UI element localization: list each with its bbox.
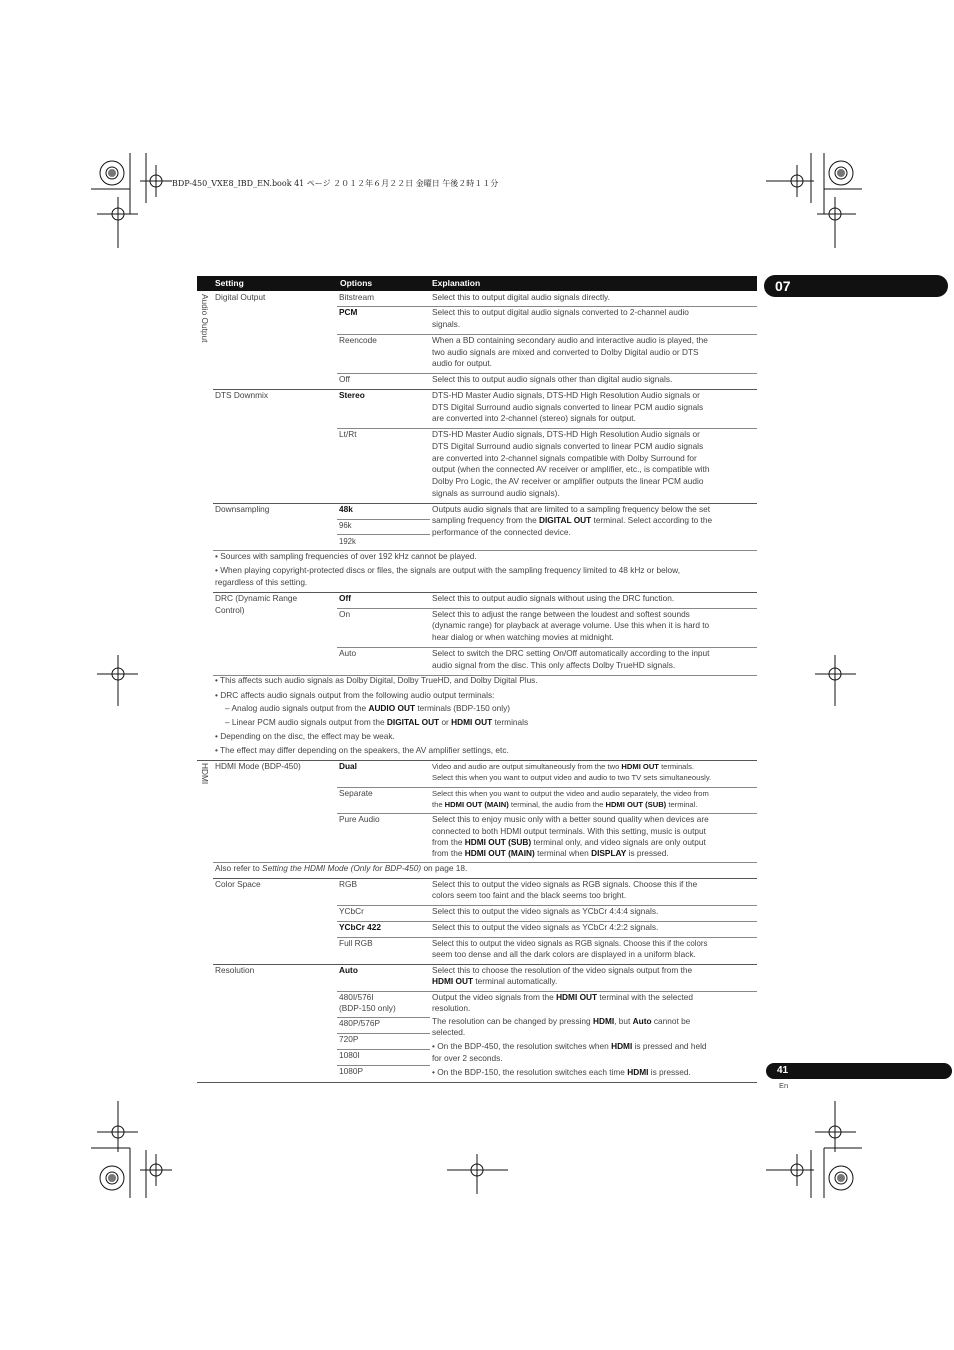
- side-caption-audio: Audio Output: [200, 294, 210, 343]
- option-pure-audio: Pure Audio: [339, 814, 380, 824]
- option-rgb: RGB: [339, 879, 357, 889]
- explanation-res-select-3: The resolution can be changed by pressing HDMI, but Auto cannot be: [432, 1016, 691, 1026]
- option-480i-2: (BDP-150 only): [339, 1003, 396, 1013]
- explanation-stereo-3: are converted into 2-channel (stereo) signals for output.: [432, 413, 636, 423]
- explanation-reencode-2: two audio signals are mixed and converted to Dolby Digital audio or DTS: [432, 347, 699, 357]
- explanation-downsampling-3: performance of the connected device.: [432, 527, 571, 537]
- explanation-pcm-1: Select this to output digital audio signals converted to 2-channel audio: [432, 307, 689, 317]
- page-number: 41: [777, 1065, 789, 1076]
- option-1080p: 1080P: [339, 1066, 363, 1076]
- explanation-drc-on-2: (dynamic range) for playback at average volume. Use this when it is hard to: [432, 620, 710, 630]
- setting-color-space: Color Space: [215, 879, 261, 889]
- option-ycbcr: YCbCr: [339, 906, 364, 916]
- option-stereo: Stereo: [339, 390, 365, 400]
- option-48k: 48k: [339, 504, 353, 514]
- note-downsampling-3: regardless of this setting.: [215, 577, 308, 587]
- note-drc-4: – Linear PCM audio signals output from the DIGITAL OUT or HDMI OUT terminals: [225, 717, 529, 727]
- option-res-auto: Auto: [339, 965, 358, 975]
- explanation-pure-2: connected to both HDMI output terminals. With this setting, music is output: [432, 826, 706, 836]
- option-drc-auto: Auto: [339, 648, 357, 658]
- option-dual: Dual: [339, 761, 357, 771]
- option-bitstream: Bitstream: [339, 292, 375, 302]
- setting-hdmi-mode: HDMI Mode (BDP-450): [215, 761, 301, 771]
- note-drc-2: • DRC affects audio signals output from the following audio output terminals:: [215, 690, 495, 700]
- header-options: Options: [340, 278, 373, 288]
- explanation-res-select-5: • On the BDP-450, the resolution switches when HDMI is pressed and held: [432, 1041, 707, 1051]
- print-slug: BDP-450_VXE8_IBD_EN.book 41 ページ ２０１２年６月２２日 金曜日 午後２時１１分: [172, 179, 499, 188]
- explanation-dual-2: Select this when you want to output video and audio to two TV sets simultaneously.: [432, 773, 712, 782]
- explanation-separate-1: Select this when you want to output the video and audio separately, the video from: [432, 789, 709, 798]
- setting-drc-2: Control): [215, 605, 245, 615]
- explanation-ltrt-6: signals as surround audio signals).: [432, 488, 560, 498]
- explanation-ltrt-5: Dolby Pro Logic, the AV receiver or amplifier outputs the linear PCM audio: [432, 476, 704, 486]
- option-720p: 720P: [339, 1034, 359, 1044]
- setting-dts-downmix: DTS Downmix: [215, 390, 269, 400]
- header-setting: Setting: [215, 278, 244, 288]
- option-reencode: Reencode: [339, 335, 377, 345]
- explanation-res-auto-2: HDMI OUT terminal automatically.: [432, 976, 558, 986]
- explanation-res-select-7: • On the BDP-150, the resolution switches each time HDMI is pressed.: [432, 1067, 691, 1077]
- setting-downsampling: Downsampling: [215, 504, 270, 514]
- explanation-ltrt-3: are converted into 2-channel signals compatible with Dolby Surround for: [432, 453, 697, 463]
- option-drc-on: On: [339, 609, 351, 619]
- explanation-downsampling-1: Outputs audio signals that are limited to a sampling frequency below the set: [432, 504, 711, 514]
- explanation-res-select-2: resolution.: [432, 1003, 471, 1013]
- explanation-reencode-1: When a BD containing secondary audio and interactive audio is played, the: [432, 335, 708, 345]
- chapter-tab: [764, 275, 948, 297]
- explanation-separate-2: the HDMI OUT (MAIN) terminal, the audio from the HDMI OUT (SUB) terminal.: [432, 800, 698, 809]
- explanation-stereo-2: DTS Digital Surround audio signals converted to linear PCM audio signals: [432, 402, 704, 412]
- note-hdmi-mode: Also refer to Setting the HDMI Mode (Only for BDP-450) on page 18.: [215, 863, 468, 873]
- explanation-downsampling-2: sampling frequency from the DIGITAL OUT terminal. Select according to the: [432, 515, 713, 525]
- explanation-res-auto-1: Select this to choose the resolution of the video signals output from the: [432, 965, 693, 975]
- explanation-pure-4: from the HDMI OUT (MAIN) terminal when DISPLAY is pressed.: [432, 848, 669, 858]
- option-separate: Separate: [339, 788, 373, 798]
- option-480p: 480P/576P: [339, 1018, 381, 1028]
- option-pcm: PCM: [339, 307, 358, 317]
- explanation-ycbcr: Select this to output the video signals as YCbCr 4:4:4 signals.: [432, 906, 659, 916]
- setting-resolution: Resolution: [215, 965, 255, 975]
- explanation-full-rgb-1: Select this to output the video signals as RGB signals. Choose this if the colors: [432, 939, 708, 948]
- page-number-tab: [766, 1063, 952, 1079]
- option-1080i: 1080I: [339, 1050, 360, 1060]
- explanation-ltrt-1: DTS-HD Master Audio signals, DTS-HD High Resolution Audio signals or: [432, 429, 700, 439]
- explanation-res-select-1: Output the video signals from the HDMI OUT terminal with the selected: [432, 992, 694, 1002]
- side-caption-hdmi: HDMI: [200, 763, 210, 785]
- setting-drc-1: DRC (Dynamic Range: [215, 593, 298, 603]
- explanation-dual-1: Video and audio are output simultaneously from the two HDMI OUT terminals.: [432, 762, 694, 771]
- option-96k: 96k: [339, 521, 352, 530]
- note-drc-1: • This affects such audio signals as Dolby Digital, Dolby TrueHD, and Dolby Digital Plus.: [215, 675, 538, 685]
- explanation-reencode-3: audio for output.: [432, 358, 492, 368]
- note-drc-6: • The effect may differ depending on the speakers, the AV amplifier settings, etc.: [215, 745, 509, 755]
- header-explanation: Explanation: [432, 278, 481, 288]
- option-ltrt: Lt/Rt: [339, 429, 357, 439]
- note-drc-5: • Depending on the disc, the effect may be weak.: [215, 731, 395, 741]
- explanation-rgb-2: colors seem too faint and the black seems too bright.: [432, 890, 627, 900]
- explanation-pure-3: from the HDMI OUT (SUB) terminal only, and video signals are only output: [432, 837, 706, 847]
- setting-digital-output: Digital Output: [215, 292, 266, 302]
- explanation-res-select-4: selected.: [432, 1027, 466, 1037]
- explanation-full-rgb-2: seem too dense and all the dark colors are displayed in a uniform black.: [432, 949, 696, 959]
- note-drc-3: – Analog audio signals output from the AUDIO OUT terminals (BDP-150 only): [225, 703, 511, 713]
- explanation-drc-off: Select this to output audio signals without using the DRC function.: [432, 593, 675, 603]
- note-downsampling-1: • Sources with sampling frequencies of over 192 kHz cannot be played.: [215, 551, 477, 561]
- explanation-drc-auto-2: audio signal from the disc. This only affects Dolby TrueHD signals.: [432, 660, 676, 670]
- explanation-stereo-1: DTS-HD Master Audio signals, DTS-HD High Resolution Audio signals or: [432, 390, 700, 400]
- option-192k: 192k: [339, 537, 356, 546]
- option-480i-1: 480I/576I: [339, 992, 374, 1002]
- explanation-res-select-6: for over 2 seconds.: [432, 1053, 503, 1063]
- option-drc-off: Off: [339, 593, 351, 603]
- option-ycbcr422: YCbCr 422: [339, 922, 381, 932]
- explanation-ltrt-2: DTS Digital Surround audio signals converted to linear PCM audio signals: [432, 441, 704, 451]
- option-off: Off: [339, 374, 350, 384]
- explanation-drc-on-3: hear dialog or when watching movies at midnight.: [432, 632, 614, 642]
- option-full-rgb: Full RGB: [339, 938, 373, 948]
- explanation-bitstream: Select this to output digital audio signals directly.: [432, 292, 610, 302]
- chapter-number: 07: [775, 278, 791, 294]
- table-header: [197, 276, 757, 291]
- explanation-ycbcr422: Select this to output the video signals as YCbCr 4:2:2 signals.: [432, 922, 659, 932]
- explanation-off: Select this to output audio signals other than digital audio signals.: [432, 374, 673, 384]
- explanation-pcm-2: signals.: [432, 319, 461, 329]
- explanation-rgb-1: Select this to output the video signals as RGB signals. Choose this if the: [432, 879, 698, 889]
- explanation-pure-1: Select this to enjoy music only with a better sound quality when devices are: [432, 814, 709, 824]
- explanation-drc-auto-1: Select to switch the DRC setting On/Off automatically according to the input: [432, 648, 710, 658]
- explanation-drc-on-1: Select this to adjust the range between the loudest and softest sounds: [432, 609, 690, 619]
- language-code: En: [779, 1081, 789, 1090]
- explanation-ltrt-4: output (when the connected AV receiver or amplifier, etc., is compatible with: [432, 464, 710, 474]
- note-downsampling-2: • When playing copyright-protected discs or files, the signals are output with the sampling frequency limited to 48 kHz or below,: [215, 565, 680, 575]
